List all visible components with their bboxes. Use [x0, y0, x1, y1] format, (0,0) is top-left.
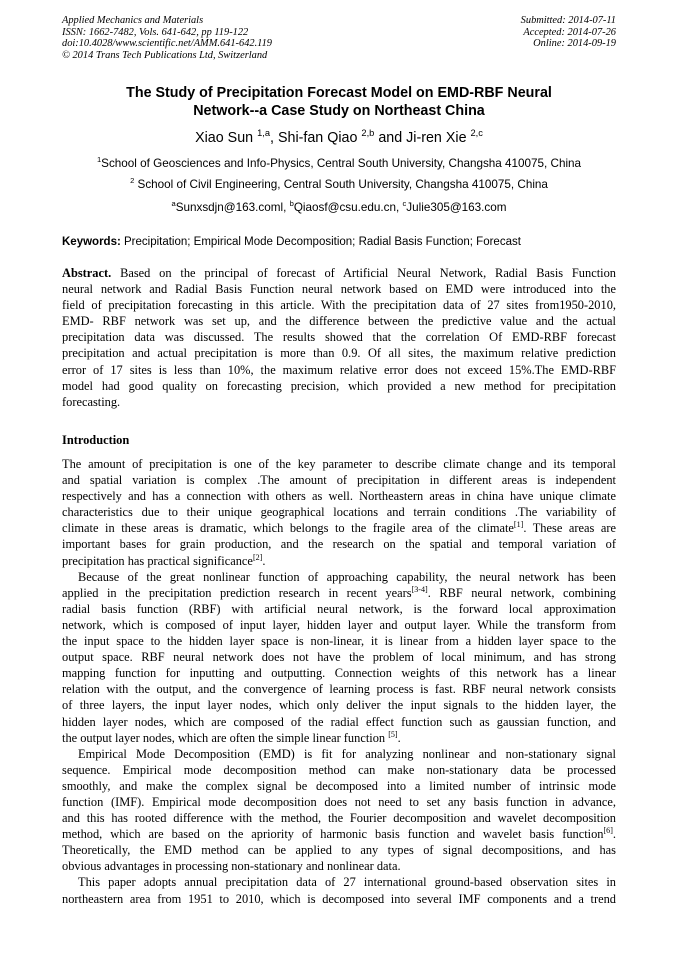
- body-line: function (IMF). Empirical mode decomposition does not need to set any basis function in advance,: [62, 794, 616, 809]
- body-text: .: [612, 827, 616, 842]
- affiliation-2-mark: 2: [130, 176, 135, 186]
- abstract: [62, 265, 616, 410]
- author-1: Xiao Sun: [195, 130, 254, 146]
- body-line: output space. RBF neural network does not have the problem of local minimum, and has strong: [62, 650, 616, 665]
- body-line: hidden layer nodes, which are composed of the radial effect function such as gaussian function, and: [62, 714, 616, 729]
- author-emails: [62, 201, 616, 215]
- body-line: Theoretically, the EMD method can be applied to any types of signal decompositions, and has: [62, 843, 616, 858]
- citation-5[interactable]: [5]: [388, 729, 398, 739]
- citation-2[interactable]: [2]: [252, 552, 263, 562]
- body-line: Because of the great nonlinear function of approaching capability, the neural network has been: [78, 569, 616, 584]
- affiliation-2-text: School of Civil Engineering, Central South University, Changsha 410075, China: [137, 178, 548, 191]
- body-line: northeastern area from 1951 to 2010, which is decomposed into several IMF components and a trend: [62, 891, 616, 906]
- body-line: respectively and has a connection with others as well. Northeastern areas in china have unique climate: [62, 489, 616, 504]
- body-line: the input space to the hidden layer space is non-linear, it is linear from a hidden layer space to the: [62, 634, 616, 649]
- body-text: method, which are based on the apriority of harmonic basis function and wavelet basis function: [62, 827, 604, 842]
- body-line: network, which is composed of input layer, hidden layer and output layer. While the transform from: [62, 617, 616, 632]
- email-2[interactable]: Qiaosf@csu.edu.cn,: [293, 201, 403, 214]
- author-list: [62, 129, 616, 147]
- paper-title: [62, 84, 616, 120]
- body-line: characteristics due to their unique geographical locations and terrain conditions .The variability of: [62, 505, 616, 520]
- abstract-line: error of 17 sites is less than 10%, the maximum relative error does not exceed 15%.The EMD-RBF: [62, 362, 616, 377]
- accepted-date: Accepted: 2014-07-26: [523, 26, 616, 38]
- body-text: . RBF neural network, combining: [427, 585, 616, 600]
- body-text: climate in these areas is dramatic, which belongs to the fragile area of the climate: [62, 521, 514, 536]
- abstract-line: field of precipitation forecasting in this article. With the precipitation data of 27 sites from1950-2010,: [62, 298, 616, 313]
- body-line: [62, 520, 616, 536]
- online-date: Online: 2014-09-19: [533, 38, 616, 50]
- abstract-line: precipitation data was discussed. The results showed that the correlation Of EMD-RBF forecast: [62, 330, 616, 345]
- abstract-line: EMD- RBF network was set up, and the difference between the predictive value and the actual: [62, 314, 616, 329]
- section-heading-introduction: Introduction: [62, 433, 130, 447]
- body-text: applied in the precipitation prediction research in recent years: [62, 585, 412, 600]
- author-3-affil: 2,c: [470, 128, 483, 139]
- body-text: the output layer nodes, which are often the simple linear function: [62, 730, 389, 745]
- author-1-affil: 1,a: [257, 128, 271, 139]
- body-line: obvious advantages in processing non-stationary and nonlinear data.: [62, 859, 401, 874]
- abstract-line: Based on the principal of forecast of Artificial Neural Network, Radial Basis Function: [120, 266, 616, 280]
- journal-name: Applied Mechanics and Materials: [62, 15, 204, 26]
- affiliation-1-mark: 1: [96, 155, 102, 165]
- affiliation-1: [62, 157, 616, 171]
- body-line: relation with the output, and the convergence of learning process is fast. RBF neural network consists: [62, 682, 616, 697]
- email-1[interactable]: Sunxsdjn@163.coml,: [175, 201, 290, 214]
- copyright-line: © 2014 Trans Tech Publications Ltd, Switzerland: [62, 49, 268, 61]
- body-line: This paper adopts annual precipitation data of 27 international ground-based observation sites in: [78, 875, 616, 890]
- journal-header-right: [521, 15, 616, 50]
- body-line: and this has rooted difference with the method, the Fourier decomposition and wavelet decomposition: [62, 811, 616, 826]
- body-text: . These areas are: [523, 521, 616, 536]
- email-c-mark: c: [402, 199, 407, 209]
- body-line: radial basis function (RBF) with artificial neural network, is the forward local approximation: [62, 601, 616, 616]
- email-b-mark: b: [289, 199, 294, 209]
- keywords: [62, 235, 616, 249]
- body-text: precipitation has practical significance: [62, 553, 253, 568]
- body-line: [62, 826, 616, 842]
- abstract-line: model had good quality on forecasting precision, which provided a new method for precipitation: [62, 378, 616, 393]
- author-2-affil: 2,b: [361, 128, 375, 139]
- affiliation-1-text: School of Geosciences and Info-Physics, Central South University, Changsha 410075, China: [101, 157, 582, 170]
- body-line: important bases for grain production, and the research on the spatial and temporal variation of: [62, 537, 616, 552]
- abstract-line: forecasting.: [62, 394, 121, 409]
- body-line: [62, 585, 616, 601]
- body-line: smoothly, and make the complex signal be decomposed into a limited number of intrinsic mode: [62, 778, 616, 793]
- body-line: of three layers, the input layer nodes, which only deliver the input signals to the hidden layer, the: [62, 698, 616, 713]
- abstract-label: Abstract.: [62, 266, 112, 280]
- issn-line: ISSN: 1662-7482, Vols. 641-642, pp 119-122: [62, 26, 249, 38]
- keywords-text: Precipitation; Empirical Mode Decomposition; Radial Basis Function; Forecast: [124, 236, 521, 248]
- citation-3-4[interactable]: [3-4]: [411, 584, 428, 594]
- body-line: and spatial variation is complex .The amount of precipitation in different areas is independent: [62, 473, 616, 488]
- citation-1[interactable]: [1]: [513, 520, 524, 530]
- journal-header-left: [62, 15, 272, 61]
- abstract-line: neural network and Radial Basis Function neural network based on EMD were introduced into the: [62, 282, 616, 297]
- body-line: sequence. Empirical mode decomposition method can make non-stationary data be processed: [62, 762, 616, 777]
- submitted-date: Submitted: 2014-07-11: [520, 15, 616, 26]
- body-line: [62, 730, 616, 746]
- body-line: [62, 553, 616, 569]
- body-line: The amount of precipitation is one of the key parameter to describe climate change and its temporal: [62, 457, 616, 471]
- citation-6[interactable]: [6]: [603, 826, 613, 836]
- introduction-body: [62, 456, 616, 907]
- body-line: mapping function for inputting and outputting. Connection weights of this network has a linear: [62, 666, 616, 681]
- affiliation-2: [62, 178, 616, 192]
- abstract-line: precipitation and actual precipitation is more than 0.9. Of all sites, the maximum relative prediction: [62, 346, 616, 361]
- author-2: , Shi-fan Qiao: [270, 130, 358, 146]
- title-line-2: Network--a Case Study on Northeast China: [193, 103, 485, 119]
- author-3: and Ji-ren Xie: [378, 130, 467, 146]
- body-text: .: [262, 553, 266, 568]
- body-text: .: [397, 730, 401, 745]
- title-line-1: The Study of Precipitation Forecast Model on EMD-RBF Neural: [126, 85, 552, 101]
- keywords-label: Keywords:: [62, 236, 121, 248]
- doi-line: doi:10.4028/www.scientific.net/AMM.641-642.119: [62, 38, 272, 50]
- email-3[interactable]: Julie305@163.com: [406, 201, 507, 214]
- email-a-mark: a: [171, 199, 176, 209]
- body-line: Empirical Mode Decomposition (EMD) is fit for analyzing nonlinear and non-stationary signal: [78, 746, 616, 761]
